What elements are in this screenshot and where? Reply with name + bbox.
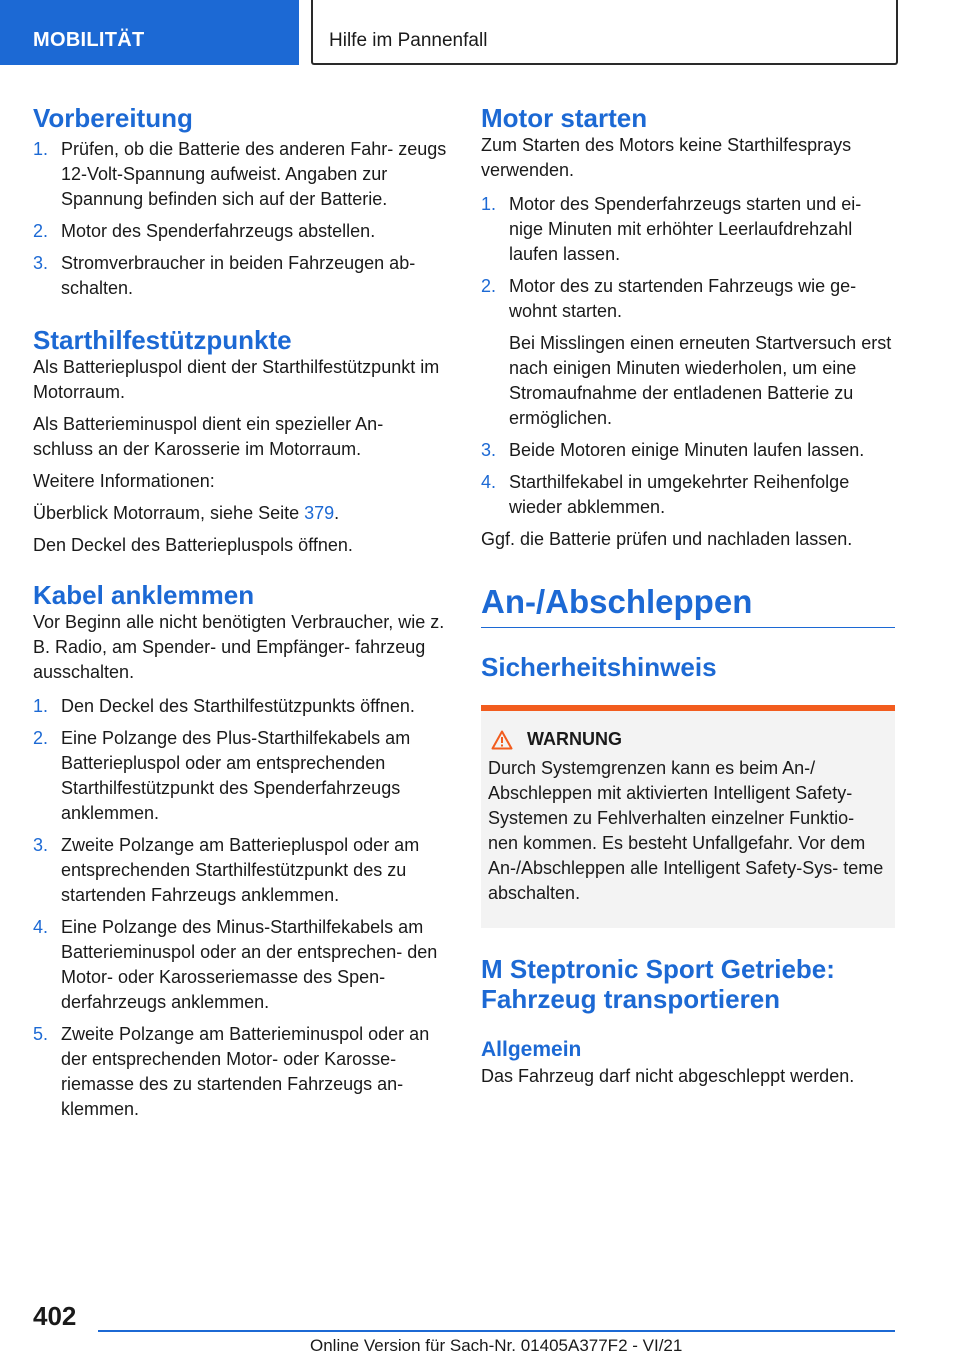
- step-number: 4.: [481, 472, 497, 492]
- paragraph: Als Batterieminuspol dient ein spezieller An- schluss an der Karosserie im Motorraum.: [33, 414, 384, 459]
- right-column: [481, 101, 895, 1089]
- list-item: [33, 726, 448, 826]
- list-item: [481, 274, 895, 324]
- footer-note: Online Version für Sach-Nr. 01405A377F2 - VI/21: [310, 1336, 683, 1355]
- step-number: 3.: [481, 440, 497, 460]
- step-text: Den Deckel des Starthilfestützpunkts öffnen.: [61, 696, 415, 716]
- step-number: 5.: [33, 1024, 49, 1044]
- paragraph: Zum Starten des Motors keine Starthilfesprays verwenden.: [481, 135, 852, 180]
- step-text: Motor des Spenderfahrzeugs abstellen.: [61, 221, 376, 241]
- list-item: [33, 137, 448, 212]
- list-item: [33, 833, 448, 908]
- warning-header: [481, 711, 895, 750]
- section-tab: [0, 0, 299, 65]
- step-text: Eine Polzange des Minus-Starthilfekabels am Batterieminuspol oder an der entsprechen- den Motor- oder Karosseriemasse des Spen- derfahrzeugs anklemmen.: [61, 917, 438, 1012]
- step-note: Bei Misslingen einen erneuten Startversuch erst nach einigen Minuten wiederholen, um eine Stromaufnahme der entladenen Batterie zu ermöglichen.: [509, 333, 892, 428]
- heading-vorbereitung: Vorbereitung: [33, 103, 193, 133]
- paragraph: Das Fahrzeug darf nicht abgeschleppt werden.: [481, 1066, 855, 1086]
- list-item-note: [481, 331, 895, 431]
- section-title: MOBILITÄT: [33, 29, 145, 51]
- step-number: 1.: [481, 194, 497, 214]
- step-text: Beide Motoren einige Minuten laufen lassen.: [509, 440, 865, 460]
- step-text: Starthilfekabel in umgekehrter Reihenfolge wieder abklemmen.: [509, 472, 850, 517]
- step-number: 2.: [33, 221, 49, 241]
- section-divider: [481, 627, 895, 628]
- paragraph: Als Batteriepluspol dient der Starthilfestützpunkt im Motorraum.: [33, 357, 440, 402]
- heading-an-abschleppen: An-/Abschleppen: [481, 583, 753, 620]
- paragraph: Den Deckel des Batteriepluspols öffnen.: [33, 535, 353, 555]
- list-item: [481, 438, 895, 463]
- paragraph: Weitere Informationen:: [33, 471, 215, 491]
- step-text: Motor des Spenderfahrzeugs starten und ei- nige Minuten mit erhöhter Leerlaufdrehzahl laufen lassen.: [509, 194, 862, 264]
- chapter-header: [311, 0, 898, 65]
- heading-sicherheitshinweis: Sicherheitshinweis: [481, 652, 717, 682]
- paragraph-reference: [33, 501, 448, 526]
- reference-suffix: .: [334, 503, 340, 523]
- list-item: [33, 219, 448, 244]
- step-number: 3.: [33, 835, 49, 855]
- list-item: [33, 915, 448, 1015]
- step-number: 2.: [33, 728, 49, 748]
- vorbereitung-steps: [33, 137, 448, 301]
- step-number: 2.: [481, 276, 497, 296]
- step-number: 3.: [33, 253, 49, 273]
- heading-starthilfestuetzpunkte: Starthilfestützpunkte: [33, 325, 292, 355]
- warning-triangle-icon: [491, 730, 513, 750]
- page-link[interactable]: 379: [304, 503, 335, 523]
- reference-text: Überblick Motorraum, siehe Seite: [33, 503, 305, 523]
- paragraph: Vor Beginn alle nicht benötigten Verbraucher, wie z. B. Radio, am Spender- und Empfänger- fahrzeug ausschalten.: [33, 612, 445, 682]
- heading-steptronic: M Steptronic Sport Getriebe: Fahrzeug transportieren: [481, 954, 835, 1014]
- step-number: 1.: [33, 139, 49, 159]
- step-text: Stromverbraucher in beiden Fahrzeugen ab- schalten.: [61, 253, 416, 298]
- motor-steps: [481, 192, 895, 520]
- list-item: [33, 1022, 448, 1122]
- chapter-title: Hilfe im Pannenfall: [329, 30, 488, 51]
- step-text: Eine Polzange des Plus-Starthilfekabels am Batteriepluspol oder am entsprechenden Starthilfestützpunkt des Spenderfahrzeugs anklemmen.: [61, 728, 411, 823]
- heading-motor-starten: Motor starten: [481, 103, 648, 133]
- step-number: 1.: [33, 696, 49, 716]
- list-item: [33, 694, 448, 719]
- footer-divider: [98, 1330, 895, 1332]
- left-column: [33, 101, 448, 1122]
- list-item: [33, 251, 448, 301]
- page-number: 402: [33, 1301, 77, 1331]
- heading-kabel-anklemmen: Kabel anklemmen: [33, 580, 255, 610]
- warning-box: [481, 705, 895, 928]
- list-item: [481, 470, 895, 520]
- warning-label: WARNUNG: [527, 729, 622, 749]
- step-text: Zweite Polzange am Batterieminuspol oder an der entsprechenden Motor- oder Karosse- riemasse des zu startenden Fahrzeugs an- klemmen.: [61, 1024, 430, 1119]
- step-text: Prüfen, ob die Batterie des anderen Fahr- zeugs 12-Volt-Spannung aufweist. Angaben zur Spannung befinden sich auf der Batterie.: [61, 139, 447, 209]
- list-item: [481, 192, 895, 267]
- paragraph: Ggf. die Batterie prüfen und nachladen lassen.: [481, 529, 853, 549]
- subheading-allgemein: Allgemein: [481, 1038, 582, 1061]
- anklemmen-steps: [33, 694, 448, 1122]
- step-number: 4.: [33, 917, 49, 937]
- step-text: Motor des zu startenden Fahrzeugs wie ge- wohnt starten.: [509, 276, 857, 321]
- step-text: Zweite Polzange am Batteriepluspol oder am entsprechenden Starthilfestützpunkt des zu startenden Fahrzeugs anklemmen.: [61, 835, 420, 905]
- warning-text: Durch Systemgrenzen kann es beim An-/ Abschleppen mit aktivierten Intelligent Safety- Systemen zu Fehlverhalten einzelner Funktio- nen kommen. Es besteht Unfallgefahr. Vor dem An-/Abschleppen alle Intelligent Safety-Sys- teme abschalten.: [488, 758, 884, 903]
